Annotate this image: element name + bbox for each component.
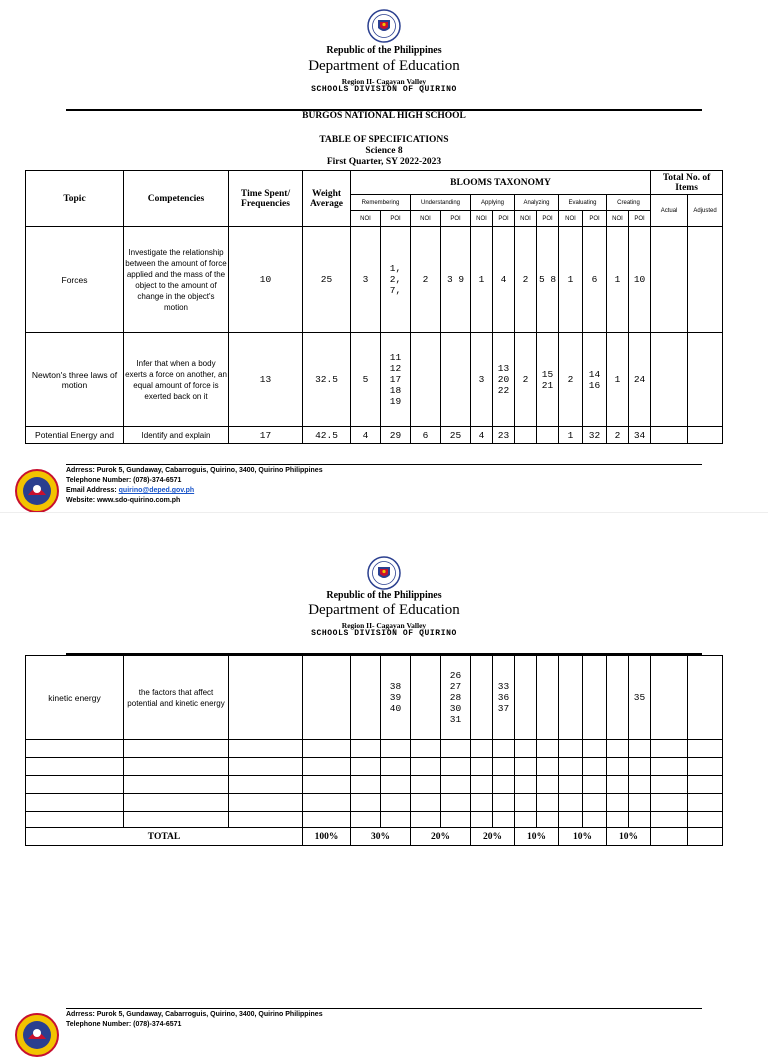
empty-row (26, 758, 723, 776)
empty-row (26, 794, 723, 812)
total-remembering: 30% (351, 828, 411, 846)
cell-app-poi: 33 36 37 (493, 656, 515, 740)
division-logo-icon (14, 468, 60, 514)
cell-cre-poi: 35 (629, 656, 651, 740)
total-adjusted (688, 828, 723, 846)
th-topic: Topic (26, 171, 124, 227)
th-poi: POI (493, 211, 515, 227)
cell-ana-noi: 2 (515, 333, 537, 427)
cell-eva-poi: 32 (583, 427, 607, 444)
empty-row (26, 776, 723, 794)
cell-ana-noi (515, 427, 537, 444)
total-understanding: 20% (411, 828, 471, 846)
th-level-analyzing: Analyzing (515, 195, 559, 211)
cell-cre-noi: 1 (607, 333, 629, 427)
total-applying: 20% (471, 828, 515, 846)
th-poi: POI (583, 211, 607, 227)
region-line: Region II- Cagayan Valley (341, 621, 427, 630)
deped-seal-icon (367, 556, 401, 590)
th-actual: Actual (651, 195, 688, 227)
cell-app-poi: 4 (493, 227, 515, 333)
table-row (26, 227, 723, 333)
th-adjusted: Adjusted (688, 195, 723, 227)
republic-line: Republic of the Philippines (326, 45, 442, 56)
footer-divider (66, 464, 702, 465)
th-poi: POI (441, 211, 471, 227)
quarter-line: First Quarter, SY 2022-2023 (326, 157, 442, 167)
cell-rem-poi: 1, 2, 7, (381, 227, 411, 333)
cell-time (229, 656, 303, 740)
document-title: TABLE OF SPECIFICATIONS (319, 135, 449, 145)
cell-cre-poi: 34 (629, 427, 651, 444)
footer-telephone: Telephone Number: (078)-374-6571 (66, 1021, 182, 1028)
cell-ana-poi: 5 8 (537, 227, 559, 333)
division-line: SCHOOLS DIVISION OF QUIRINO (311, 85, 457, 94)
empty-row (26, 740, 723, 758)
cell-rem-noi: 4 (351, 427, 381, 444)
th-competencies: Competencies (124, 171, 229, 227)
footer-email-link[interactable]: quirino@deped.gov.ph (118, 487, 195, 494)
cell-topic: Newton's three laws of motion (26, 333, 124, 427)
cell-ana-poi (537, 427, 559, 444)
th-noi: NOI (471, 211, 493, 227)
page-footer (0, 1008, 768, 1060)
cell-und-noi: 2 (411, 227, 441, 333)
th-noi: NOI (559, 211, 583, 227)
page-2 (0, 512, 768, 1028)
cell-competency: the factors that affect potential and kinetic energy (124, 656, 229, 740)
cell-eva-noi: 1 (559, 227, 583, 333)
cell-actual (651, 227, 688, 333)
cell-rem-poi: 38 39 40 (381, 656, 411, 740)
th-weight: Weight Average (303, 171, 351, 227)
cell-und-noi (411, 333, 441, 427)
cell-competency: Investigate the relationship between the amount of force applied and the mass of the object to the amount of change in the object's motion (124, 227, 229, 333)
th-noi: NOI (411, 211, 441, 227)
total-analyzing: 10% (515, 828, 559, 846)
cell-weight (303, 656, 351, 740)
cell-app-noi (471, 656, 493, 740)
cell-ana-noi (515, 656, 537, 740)
cell-actual (651, 656, 688, 740)
cell-cre-noi: 1 (607, 227, 629, 333)
header-row-1 (26, 171, 723, 195)
cell-ana-noi: 2 (515, 227, 537, 333)
cell-adjusted (688, 427, 723, 444)
cell-und-noi: 6 (411, 427, 441, 444)
th-level-understanding: Understanding (411, 195, 471, 211)
total-label: TOTAL (26, 828, 303, 846)
th-level-creating: Creating (607, 195, 651, 211)
cell-app-poi: 23 (493, 427, 515, 444)
th-total-items: Total No. of Items (651, 171, 723, 195)
cell-competency: Infer that when a body exerts a force on another, an equal amount of force is exerted back on it (124, 333, 229, 427)
total-creating: 10% (607, 828, 651, 846)
cell-rem-noi (351, 656, 381, 740)
cell-cre-poi: 10 (629, 227, 651, 333)
cell-eva-noi: 1 (559, 427, 583, 444)
table-row (26, 427, 723, 444)
footer-telephone: Telephone Number: (078)-374-6571 (66, 477, 182, 484)
table-row (26, 656, 723, 740)
cell-app-noi: 4 (471, 427, 493, 444)
cell-weight: 32.5 (303, 333, 351, 427)
table-row (26, 333, 723, 427)
cell-topic: Potential Energy and (26, 427, 124, 444)
cell-cre-noi (607, 656, 629, 740)
empty-row (26, 812, 723, 828)
cell-weight: 25 (303, 227, 351, 333)
cell-time: 10 (229, 227, 303, 333)
cell-time: 17 (229, 427, 303, 444)
cell-cre-poi: 24 (629, 333, 651, 427)
cell-und-poi: 3 9 (441, 227, 471, 333)
region-line: Region II- Cagayan Valley (341, 77, 427, 86)
footer-contact (66, 466, 323, 506)
cell-actual (651, 333, 688, 427)
division-logo-icon (14, 1012, 60, 1058)
cell-eva-poi: 6 (583, 227, 607, 333)
cell-rem-poi: 11 12 17 18 19 (381, 333, 411, 427)
cell-eva-noi (559, 656, 583, 740)
th-blooms: BLOOMS TAXONOMY (351, 171, 651, 195)
cell-time: 13 (229, 333, 303, 427)
page-footer (0, 464, 768, 516)
cell-weight: 42.5 (303, 427, 351, 444)
cell-und-poi: 25 (441, 427, 471, 444)
th-level-remembering: Remembering (351, 195, 411, 211)
school-name: BURGOS NATIONAL HIGH SCHOOL (302, 111, 466, 121)
cell-und-poi (441, 333, 471, 427)
tos-table (25, 170, 723, 444)
footer-address: Adrress: Purok 5, Gundaway, Cabarroguis, Quirino, 3400, Quirino Philippines (66, 1011, 323, 1018)
total-row (26, 828, 723, 846)
cell-app-noi: 1 (471, 227, 493, 333)
footer-email-line (66, 486, 323, 496)
cell-app-poi: 13 20 22 (493, 333, 515, 427)
cell-adjusted (688, 656, 723, 740)
cell-ana-poi (537, 656, 559, 740)
republic-line: Republic of the Philippines (326, 590, 442, 601)
th-noi: NOI (351, 211, 381, 227)
th-poi: POI (537, 211, 559, 227)
cell-rem-poi: 29 (381, 427, 411, 444)
cell-eva-noi: 2 (559, 333, 583, 427)
cell-cre-noi: 2 (607, 427, 629, 444)
department-name: Department of Education (308, 58, 460, 74)
deped-seal-icon (367, 9, 401, 43)
cell-topic: Forces (26, 227, 124, 333)
cell-competency: Identify and explain (124, 427, 229, 444)
footer-address: Adrress: Purok 5, Gundaway, Cabarroguis, Quirino, 3400, Quirino Philippines (66, 467, 323, 474)
cell-adjusted (688, 333, 723, 427)
th-level-applying: Applying (471, 195, 515, 211)
total-weight: 100% (303, 828, 351, 846)
division-line: SCHOOLS DIVISION OF QUIRINO (311, 629, 457, 638)
cell-eva-poi: 14 16 (583, 333, 607, 427)
footer-divider (66, 1008, 702, 1009)
th-poi: POI (381, 211, 411, 227)
cell-eva-poi (583, 656, 607, 740)
cell-adjusted (688, 227, 723, 333)
total-evaluating: 10% (559, 828, 607, 846)
cell-ana-poi: 15 21 (537, 333, 559, 427)
footer-contact (66, 1010, 323, 1030)
cell-rem-noi: 3 (351, 227, 381, 333)
th-time: Time Spent/ Frequencies (229, 171, 303, 227)
cell-topic: kinetic energy (26, 656, 124, 740)
footer-website: Website: www.sdo-quirino.com.ph (66, 497, 181, 504)
cell-und-noi (411, 656, 441, 740)
total-actual (651, 828, 688, 846)
department-name: Department of Education (308, 602, 460, 618)
th-level-evaluating: Evaluating (559, 195, 607, 211)
page-1 (0, 0, 768, 512)
cell-app-noi: 3 (471, 333, 493, 427)
subject-line: Science 8 (365, 146, 403, 156)
th-noi: NOI (515, 211, 537, 227)
th-poi: POI (629, 211, 651, 227)
cell-rem-noi: 5 (351, 333, 381, 427)
th-noi: NOI (607, 211, 629, 227)
cell-und-poi: 26 27 28 30 31 (441, 656, 471, 740)
tos-table-continued (25, 655, 723, 846)
footer-email-label: Email Address: (66, 487, 119, 494)
cell-actual (651, 427, 688, 444)
